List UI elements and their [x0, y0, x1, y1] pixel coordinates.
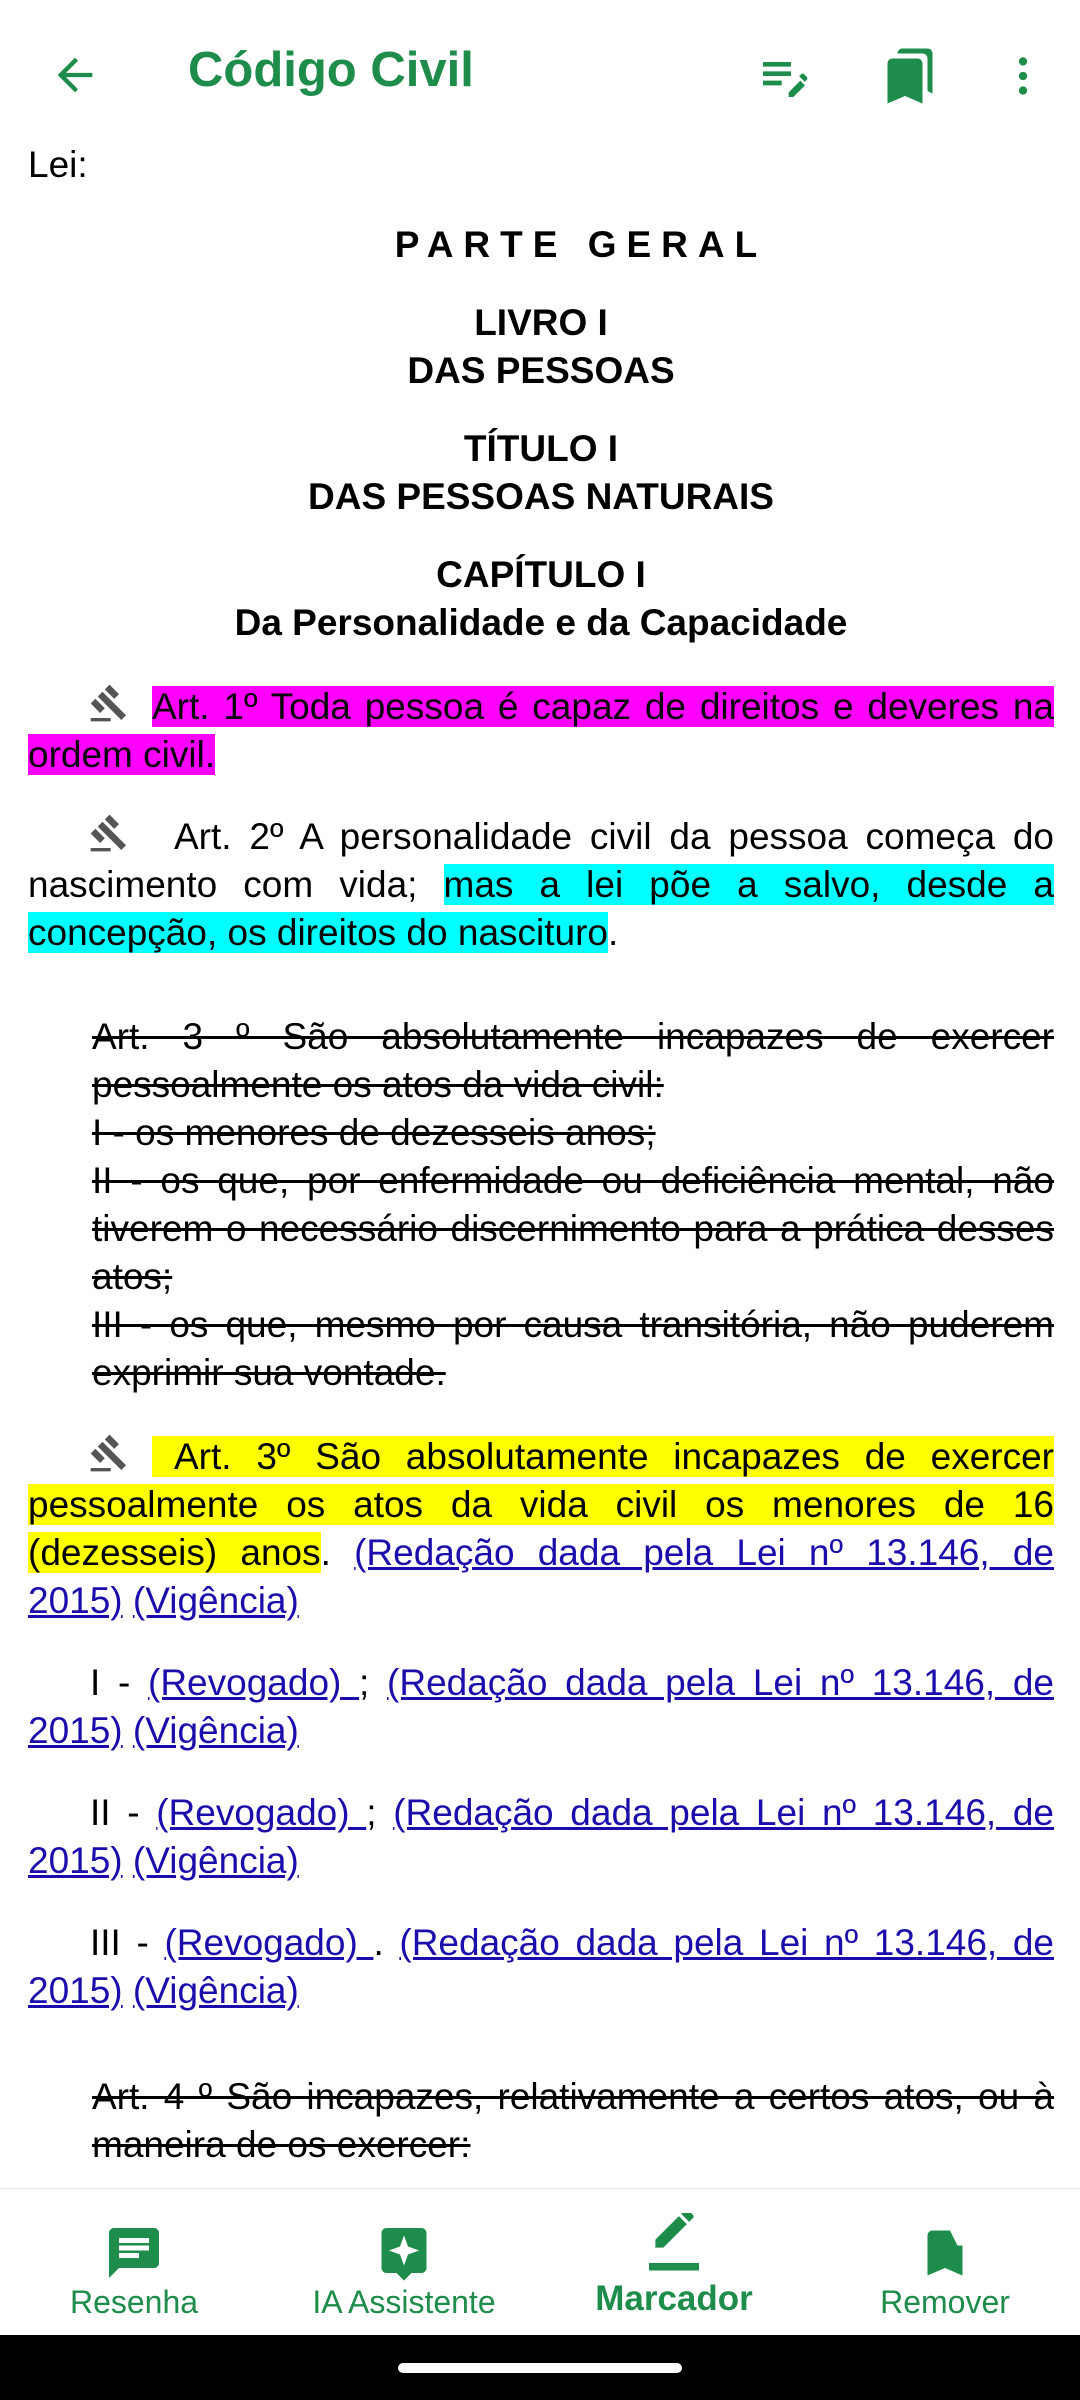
art3-item-3	[28, 1919, 1054, 2015]
art2-end: .	[608, 912, 619, 953]
livro-heading	[28, 299, 1054, 395]
livro-number: LIVRO I	[474, 302, 608, 343]
art3-old-item-1: I - os menores de dezesseis anos;	[92, 1112, 656, 1153]
indent	[28, 813, 152, 861]
nav-remover-label: Remover	[880, 2284, 1010, 2320]
art2-highlight: mas a lei põe a salvo, desde a concepção, os direitos do nascituro	[28, 864, 1054, 953]
gavel-icon[interactable]	[86, 813, 132, 853]
art3-item-2	[28, 1789, 1054, 1885]
edit-list-button[interactable]	[746, 38, 822, 114]
art3-item-1	[28, 1659, 1054, 1755]
article-2[interactable]	[28, 813, 1054, 957]
vigencia-link[interactable]: (Vigência)	[132, 1710, 299, 1751]
nav-marcador-label: Marcador	[595, 2279, 753, 2318]
arrow-left-icon	[49, 49, 101, 101]
revogado-link[interactable]: (Revogado)	[148, 1662, 360, 1703]
bookmark-remove-icon	[915, 2223, 975, 2283]
art3-old-item-3: III - os que, mesmo por causa transitória, não puderem exprimir sua vontade.	[92, 1304, 1054, 1393]
more-options-button[interactable]	[985, 38, 1061, 114]
nav-resenha[interactable]	[19, 2189, 249, 2336]
redacao-link[interactable]: (Redação dada pela Lei nº 13.146, de 2015)	[28, 1922, 1054, 2011]
art2-text: Art. 2º A personalidade civil da pessoa começa do nascimento com vida;	[28, 816, 1054, 905]
livro-title: DAS PESSOAS	[407, 350, 675, 391]
article-1[interactable]	[28, 683, 1054, 779]
article-4-revoked	[28, 2073, 1054, 2169]
titulo-title: DAS PESSOAS NATURAIS	[308, 476, 774, 517]
gavel-icon[interactable]	[86, 1433, 132, 1473]
home-gesture-handle[interactable]	[398, 2363, 682, 2373]
article-3[interactable]	[28, 1433, 1054, 1625]
parte-heading: PARTE GERAL	[394, 224, 768, 265]
art3-redacao-link[interactable]: (Redação dada pela Lei nº 13.146, de 2015)	[28, 1532, 1054, 1621]
item-number: I -	[90, 1662, 149, 1703]
nav-ia-assistente-label: IA Assistente	[312, 2284, 496, 2320]
lei-label: Lei:	[28, 144, 88, 185]
back-button[interactable]	[40, 40, 110, 110]
marker-pen-icon	[644, 2213, 704, 2273]
ai-sparkle-icon	[374, 2223, 434, 2283]
item-number: III -	[90, 1922, 165, 1963]
art3-old-item-2: II - os que, por enfermidade ou deficiência mental, não tiverem o necessário discernimento para a prática desses atos;	[92, 1160, 1054, 1297]
bookmarks-icon	[880, 46, 940, 106]
indent	[28, 1433, 152, 1481]
bottom-navigation	[0, 2188, 1080, 2336]
revogado-link[interactable]: (Revogado)	[164, 1922, 374, 1963]
revogado-link[interactable]: (Revogado)	[156, 1792, 367, 1833]
titulo-number: TÍTULO I	[463, 428, 619, 469]
capitulo-title: Da Personalidade e da Capacidade	[234, 602, 848, 643]
system-nav-bar	[0, 2335, 1080, 2400]
nav-ia-assistente[interactable]	[289, 2189, 519, 2336]
comment-icon	[104, 2223, 164, 2283]
item-sep: ;	[366, 1792, 394, 1833]
capitulo-number: CAPÍTULO I	[436, 554, 646, 595]
art3-highlight: Art. 3º São absolutamente incapazes de exercer pessoalmente os atos da vida civil os menores de 16 (dezesseis) anos	[28, 1436, 1054, 1573]
law-content[interactable]	[28, 135, 1054, 2185]
art4-old-head: Art. 4 º São incapazes, relativamente a certos atos, ou à maneira de os exercer:	[92, 2076, 1054, 2165]
page-title: Código Civil	[188, 43, 474, 97]
top-app-bar	[0, 0, 1080, 135]
more-vert-icon	[998, 51, 1048, 101]
bookmarks-button[interactable]	[872, 38, 948, 114]
titulo-heading	[28, 425, 1054, 521]
item-sep: .	[373, 1922, 400, 1963]
gavel-icon[interactable]	[86, 683, 132, 723]
vigencia-link[interactable]: (Vigência)	[132, 1970, 299, 2011]
art3-old-head: Art. 3 º São absolutamente incapazes de exercer pessoalmente os atos da vida civil:	[92, 1016, 1054, 1105]
nav-remover[interactable]	[830, 2189, 1060, 2336]
nav-resenha-label: Resenha	[69, 2284, 199, 2320]
article-3-revoked	[28, 1013, 1054, 1397]
item-number: II -	[90, 1792, 157, 1833]
art1-text: Art. 1º Toda pessoa é capaz de direitos e deveres na ordem civil.	[28, 686, 1054, 775]
redacao-link[interactable]: (Redação dada pela Lei nº 13.146, de 2015)	[28, 1662, 1054, 1751]
art3-vigencia-link[interactable]: (Vigência)	[132, 1580, 299, 1621]
capitulo-heading	[28, 551, 1054, 647]
nav-marcador[interactable]	[559, 2189, 789, 2336]
item-sep: ;	[359, 1662, 388, 1703]
indent	[28, 683, 152, 731]
vigencia-link[interactable]: (Vigência)	[132, 1840, 299, 1881]
edit-list-icon	[756, 48, 812, 104]
redacao-link[interactable]: (Redação dada pela Lei nº 13.146, de 2015)	[28, 1792, 1054, 1881]
art3-sep: .	[320, 1532, 355, 1573]
